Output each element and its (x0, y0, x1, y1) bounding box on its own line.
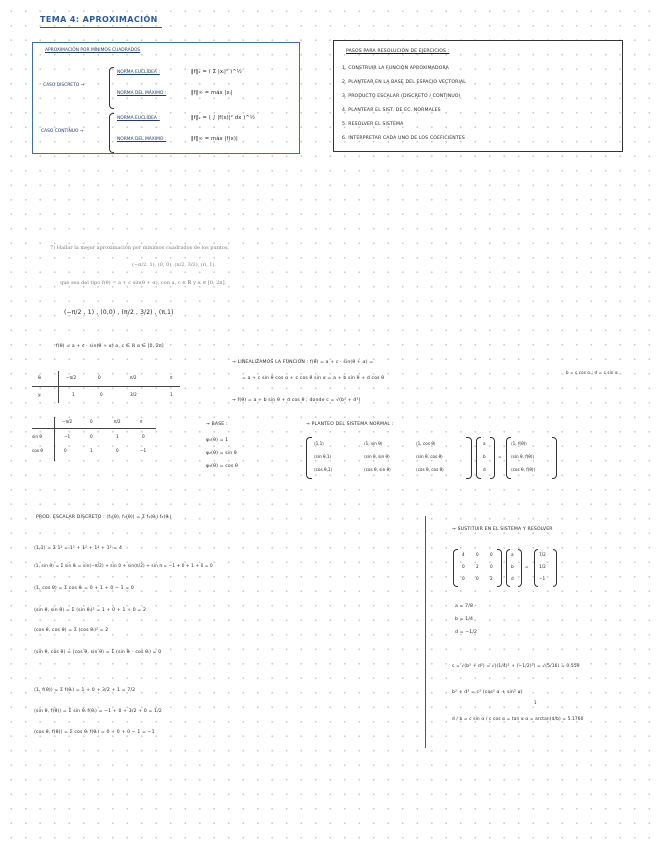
linearize-line-2: = a + c sin θ cos α + c cos θ sin α = a + b sin θ + d cos θ (242, 376, 385, 381)
basis-line: → f(θ) = a + b sin θ + d cos θ ; donde c = √(b² + d²) (232, 398, 361, 403)
step-1: 1. CONSTRUIR LA FUNCIÓN APROXIMADORA (342, 66, 449, 71)
unknown-cell: d (483, 467, 486, 472)
solution-matrix-cell: 0 (490, 552, 493, 557)
table1-header: 0 (98, 375, 101, 380)
problem-statement: 7) Hallar la mejor aproximación por mínimos cuadrados de los puntos, (50, 245, 230, 251)
solution-matrix-cell: 0 (462, 564, 465, 569)
solution-matrix-right (497, 549, 502, 587)
table2-header: −π/2 (62, 419, 73, 424)
solution-unknown: a (511, 552, 514, 557)
table2-header: π (140, 419, 143, 424)
product-line-6: ⟨sin θ, cos θ⟩ = ⟨cos θ, sin θ⟩ = Σ (sin θᵢ · cos θᵢ) = 0 (34, 650, 162, 655)
table2-cell: 0 (64, 448, 67, 453)
rhs-cell: ⟨sin θ, f(θ)⟩ (511, 454, 535, 459)
product-line-4: ⟨sin θ, sin θ⟩ = Σ (sin θᵢ)² = 1 + 0 + 1 + 0 = 2 (34, 608, 147, 613)
table1-cell: yᵢ (38, 392, 42, 397)
step-5: 5. RESOLVER EL SISTEMA (342, 122, 404, 127)
equals-sign: = (498, 454, 502, 459)
norm-formula-2: ‖f‖∞ = máx |xᵢ| (191, 90, 233, 96)
table1-cell: 1 (170, 392, 173, 397)
table1-header: π/2 (130, 375, 137, 380)
table2-cell: sin θ (32, 434, 42, 439)
basis-phi-2: φ₂(θ) = sin θ (206, 451, 237, 456)
norm-formula-3: ‖f‖₂ = ( ∫ |f(x)|² dx )^½ (191, 115, 256, 121)
table2-cell: 0 (116, 448, 119, 453)
table2-hline (32, 428, 156, 429)
result-d: d = −1/2 (455, 630, 478, 635)
result-b: b = 1/4 (455, 617, 474, 622)
unknowns-left-bracket (476, 437, 481, 479)
identity-line: b² + d² = c² (cos² α + sin² α) (452, 690, 523, 695)
basis-title: → BASE : (206, 422, 228, 427)
step-4: 4. PLANTEAR EL SIST. DE EC. NORMALES (342, 108, 441, 113)
table2-vline (54, 417, 55, 461)
solution-matrix-cell: 2 (490, 576, 493, 581)
matrix-cell: ⟨sin θ, sin θ⟩ (364, 454, 390, 459)
product-line-9: ⟨cos θ, f(θ)⟩ = Σ cos θᵢ f(θᵢ) = 0 + 0 + 0 − 1 = −1 (34, 730, 155, 735)
solution-matrix-left (453, 549, 458, 587)
alpha-line: d / b = c sin α / c cos α = tan α α = arctan(d/b) = 5.1760 (452, 717, 584, 722)
page-title: TEMA 4: APROXIMACIÓN (40, 15, 158, 24)
matrix-cell: ⟨cos θ,1⟩ (314, 467, 333, 472)
norm-label-4: NORMA DEL MÁXIMO : (117, 137, 167, 142)
table2-cell: 0 (90, 434, 93, 439)
matrix-cell: ⟨1,1⟩ (314, 441, 324, 446)
solution-unknown: b (511, 564, 514, 569)
table2-cell: cos θ (32, 448, 43, 453)
solution-rhs-left (534, 549, 538, 587)
solution-unknowns-left (506, 549, 510, 587)
continuous-case-label: CASO CONTINUO → (41, 129, 84, 134)
solution-matrix-cell: 2 (476, 564, 479, 569)
norm-formula-1: ‖f‖₂ = ( Σ |xᵢ|² )^½ (191, 69, 242, 75)
rhs-right-bracket (552, 437, 557, 479)
matrix-cell: ⟨1, cos θ⟩ (416, 441, 436, 446)
table2-cell: 1 (116, 434, 119, 439)
matrix-cell: ⟨cos θ, cos θ⟩ (416, 467, 444, 472)
discrete-brace (109, 67, 114, 109)
problem-form: que sea del tipo f(θ) = a + c sin(θ + α), con a, c ∈ ℝ y α ∈ [0, 2π]. (60, 280, 227, 286)
matrix-cell: ⟨cos θ, sin θ⟩ (364, 467, 391, 472)
points-handwritten: (−π/2 , 1) , (0,0) , (π/2 , 3/2) , (π,1) (64, 309, 174, 316)
step-6: 6. INTERPRETAR CADA UNO DE LOS COEFICIENTES (342, 136, 465, 141)
table1-header: −π/2 (66, 375, 77, 380)
products-title: PROD. ESCALAR DISCRETO : ⟨f₁(θ), f₂(θ)⟩ = Σ f₁(θᵢ) f₂(θᵢ) (36, 515, 172, 520)
problem-points: (−π/2, 1), (0, 0), (π/2, 3/2), (π, 1), (132, 262, 216, 268)
solution-rhs: 1/2 (539, 564, 546, 569)
solution-matrix-cell: 0 (476, 576, 479, 581)
unknown-cell: a (483, 441, 486, 446)
approx-box-heading: APROXIMACIÓN POR MÍNIMOS CUADRADOS (45, 48, 141, 53)
function-definition: f(θ) = a + c · sin(θ + α) a, c ∈ ℝ α ∈ [0, 2π] (56, 344, 164, 349)
solution-rhs-right (553, 549, 557, 587)
table1-header: π (170, 375, 173, 380)
norm-label-3: NORMA EUCLÍDEA : (117, 116, 160, 121)
title-underline (40, 27, 162, 28)
product-line-3: ⟨1, cos θ⟩ = Σ cos θᵢ = 0 + 1 + 0 − 1 = 0 (34, 586, 134, 591)
norm-formula-4: ‖f‖∞ = máx |f(x)| (191, 136, 238, 142)
solution-matrix-cell: 0 (476, 552, 479, 557)
table1-cell: 1 (72, 392, 75, 397)
c-value-line: c = √(b² + d²) = √((1/4)² + (−1/2)²) = √(5/16) = 0.559 (452, 664, 580, 669)
steps-box (333, 40, 623, 152)
solution-matrix-cell: 0 (462, 576, 465, 581)
product-line-5: ⟨cos θ, cos θ⟩ = Σ (cos θᵢ)² = 2 (34, 628, 109, 633)
steps-heading: PASOS PARA RESOLUCIÓN DE EJERCICIOS : (346, 49, 450, 54)
table2-cell: 1 (90, 448, 93, 453)
table2-cell: −1 (140, 448, 147, 453)
unknowns-right-bracket (490, 437, 495, 479)
matrix-right-bracket (466, 437, 472, 479)
table2-cell: −1 (64, 434, 71, 439)
linearize-line-1: → LINEALIZAMOS LA FUNCIÓN : f(θ) = a + c · sin(θ + α) = (232, 360, 374, 365)
product-line-1: ⟨1,1⟩ = Σ 1² = 1² + 1² + 1² + 1² = 4 (34, 546, 123, 551)
identity-note: 1 (534, 700, 537, 705)
solution-unknowns-right (518, 549, 522, 587)
table2-header: π/2 (114, 419, 121, 424)
table1-hline (32, 386, 180, 387)
table1-header: θᵢ (38, 375, 42, 380)
unknown-cell: b (483, 454, 486, 459)
discrete-case-label: CASO DISCRETO → (43, 83, 85, 88)
norm-label-2: NORMA DEL MÁXIMO : (117, 91, 167, 96)
table1-cell: 3/2 (130, 392, 137, 397)
solution-matrix-cell: 4 (462, 552, 465, 557)
basis-phi-1: φ₁(θ) = 1 (206, 438, 229, 443)
step-2: 2. PLANTEAR EN LA BASE DEL ESPACIO VECTORIAL (342, 80, 466, 85)
system-note: b = c cos α ; d = c sin α (566, 370, 618, 375)
approximation-summary-box (32, 42, 300, 154)
product-line-8: ⟨sin θ, f(θ)⟩ = Σ sin θᵢ f(θᵢ) = −1 + 0 + 3/2 + 0 = 1/2 (34, 709, 162, 714)
basis-phi-3: φ₃(θ) = cos θ (206, 464, 238, 469)
table1-cell: 0 (100, 392, 103, 397)
product-line-7: ⟨1, f(θ)⟩ = Σ f(θᵢ) = 1 + 0 + 3/2 + 1 = 7/2 (34, 688, 136, 693)
rhs-cell: ⟨cos θ, f(θ)⟩ (511, 467, 536, 472)
data-table-1 (32, 371, 180, 403)
matrix-cell: ⟨sin θ,1⟩ (314, 454, 332, 459)
solution-rhs: −1 (539, 576, 546, 581)
solution-rhs: 7/2 (539, 552, 546, 557)
result-a: a = 7/8 (455, 604, 474, 609)
matrix-cell: ⟨1, sin θ⟩ (364, 441, 383, 446)
product-line-2: ⟨1, sin θ⟩ = Σ sin θᵢ = sin(−π/2) + sin 0 + sin(π/2) + sin π = −1 + 0 + 1 + 0 = 0 (34, 563, 213, 568)
data-table-2 (32, 417, 156, 461)
matrix-cell: ⟨sin θ, cos θ⟩ (416, 454, 443, 459)
normal-system-title: → PLANTEO DEL SISTEMA NORMAL : (306, 422, 394, 427)
rhs-cell: ⟨1, f(θ)⟩ (511, 441, 527, 446)
solution-unknown: d (511, 576, 514, 581)
table2-cell: 0 (142, 434, 145, 439)
solution-equals: = (525, 564, 529, 569)
continuous-brace (109, 113, 114, 153)
table2-header: 0 (90, 419, 93, 424)
solution-matrix-cell: 0 (490, 564, 493, 569)
column-divider (425, 516, 426, 748)
step-3: 3. PRODUCTO ESCALAR (DISCRETO / CONTINUO) (342, 94, 461, 99)
norm-label-1: NORMA EUCLÍDEA : (117, 70, 160, 75)
solution-title: → SUSTITUIR EN EL SISTEMA Y RESOLVER (452, 527, 553, 532)
table1-vline (58, 371, 59, 403)
matrix-left-bracket (306, 437, 312, 479)
